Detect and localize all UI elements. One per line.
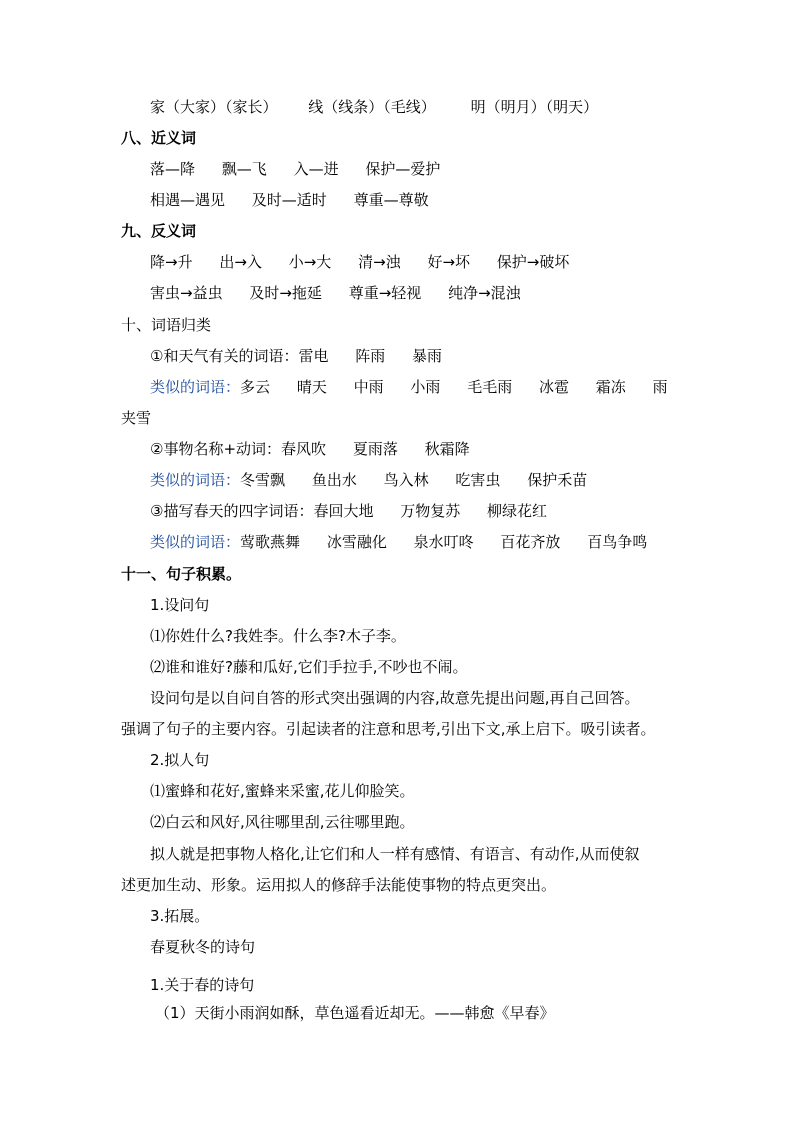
- similar-word: 中雨: [353, 378, 384, 396]
- similar-word: 鱼出水: [311, 471, 357, 489]
- category-label: ②事物名称+动词：: [150, 440, 282, 458]
- synonym-pair: 落—降: [150, 160, 196, 178]
- similar-word: 晴天: [296, 378, 327, 396]
- similar-word: 冰雹: [539, 378, 570, 396]
- synonym-pair: 飘—飞: [221, 160, 267, 178]
- category-word: 秋霜降: [424, 440, 470, 458]
- category-label: ①和天气有关的词语：: [150, 347, 299, 365]
- similar-word: 霜冻: [595, 378, 626, 396]
- similar-words-label: 类似的词语：: [150, 378, 241, 396]
- example-sentence: ⑴蜜蜂和花好,蜜蜂来采蜜,花儿仰脸笑。: [150, 782, 415, 800]
- category-label: ③描写春天的四字词语：: [150, 502, 314, 520]
- similar-word: 多云: [240, 378, 271, 396]
- sub-heading: 3.拓展。: [150, 907, 210, 925]
- category-word: 春回大地: [313, 502, 374, 520]
- antonym-pair: 害虫→益虫: [150, 284, 223, 302]
- synonym-pair: 相遇—遇见: [150, 191, 226, 209]
- example-sentence: ⑴你姓什么?我姓李。什么李?木子李。: [150, 627, 406, 645]
- section-heading-sentences: 十一、句子积累。: [121, 565, 242, 583]
- similar-words-label: 类似的词语：: [150, 533, 241, 551]
- similar-word: 冬雪飘: [240, 471, 286, 489]
- antonym-pair: 尊重→轻视: [348, 284, 422, 302]
- category-word: 万物复苏: [400, 502, 461, 520]
- similar-word: 泉水叮咚: [413, 533, 474, 551]
- antonym-pair: 及时→拖延: [249, 284, 322, 302]
- similar-word: 小雨: [410, 378, 441, 396]
- synonym-pair: 尊重—尊敬: [353, 191, 429, 209]
- sub-heading: 1.设问句: [150, 596, 210, 614]
- char-word-line: [150, 97, 794, 117]
- similar-words-line: [150, 377, 794, 397]
- word-group: 家（大家）（家长）: [150, 98, 278, 116]
- synonym-line: [150, 159, 794, 179]
- similar-word: 鸟入林: [383, 471, 429, 489]
- antonym-pair: 好→坏: [427, 253, 471, 271]
- category-word: 暴雨: [412, 347, 443, 365]
- word-group: 明（明月）（明天）: [470, 98, 599, 116]
- category-line: [150, 439, 794, 459]
- example-sentence: ⑵谁和谁好?藤和瓜好,它们手拉手,不吵也不闹。: [150, 658, 468, 676]
- similar-word: 吃害虫: [455, 471, 501, 489]
- similar-word-wrap: 夹雪: [121, 409, 152, 427]
- word-group: 线（线条）（毛线）: [308, 98, 436, 116]
- similar-word: 百花齐放: [500, 533, 561, 551]
- poem-sub-heading: 1.关于春的诗句: [150, 976, 255, 994]
- category-line: [150, 346, 794, 366]
- synonym-pair: 及时—适时: [251, 191, 327, 209]
- similar-words-line: [150, 470, 794, 490]
- similar-word: 毛毛雨: [467, 378, 513, 396]
- category-word: 春风吹: [281, 440, 327, 458]
- section-heading-antonyms: 九、反义词: [121, 222, 197, 240]
- synonym-pair: 保护—爱护: [365, 160, 441, 178]
- explanation-text: 述更加生动、形象。运用拟人的修辞手法能使事物的特点更突出。: [121, 876, 557, 894]
- explanation-text: 设问句是以自问自答的形式突出强调的内容,故意先提出问题,再自己回答。: [150, 689, 640, 707]
- similar-word: 百鸟争鸣: [587, 533, 648, 551]
- similar-words-line: [150, 532, 794, 552]
- category-word: 夏雨落: [352, 440, 398, 458]
- antonym-pair: 保护→破坏: [496, 253, 570, 271]
- section-heading-synonyms: 八、近义词: [121, 129, 197, 147]
- category-word: 阵雨: [355, 347, 386, 365]
- category-word: 雷电: [298, 347, 329, 365]
- category-line: [150, 501, 794, 521]
- explanation-text: 强调了句子的主要内容。引起读者的注意和思考,引出下文,承上启下。吸引读者。: [121, 720, 656, 738]
- synonym-pair: 入—进: [293, 160, 339, 178]
- antonym-pair: 纯净→混浊: [448, 284, 521, 302]
- poem-section-title: 春夏秋冬的诗句: [150, 938, 256, 956]
- poem-line: （1）天街小雨润如酥，草色遥看近却无。——韩愈《早春》: [155, 1004, 555, 1022]
- category-word: 柳绿花红: [487, 502, 548, 520]
- similar-word: 保护禾苗: [527, 471, 588, 489]
- antonym-pair: 清→浊: [358, 253, 401, 271]
- example-sentence: ⑵白云和风好,风往哪里刮,云往哪里跑。: [150, 813, 415, 831]
- similar-words-label: 类似的词语：: [150, 471, 241, 489]
- synonym-line: [150, 190, 794, 210]
- antonym-line: [150, 283, 794, 303]
- antonym-pair: 降→升: [150, 253, 193, 271]
- similar-word: 冰雪融化: [326, 533, 387, 551]
- antonym-line: [150, 252, 794, 272]
- antonym-pair: 出→入: [219, 253, 262, 271]
- antonym-pair: 小→大: [288, 253, 332, 271]
- sub-heading: 2.拟人句: [150, 751, 210, 769]
- section-heading-word-classification: 十、词语归类: [121, 316, 212, 334]
- explanation-text: 拟人就是把事物人格化,让它们和人一样有感情、有语言、有动作,从而使叙: [150, 845, 640, 863]
- similar-word: 雨: [652, 378, 668, 396]
- similar-word: 莺歌燕舞: [240, 533, 301, 551]
